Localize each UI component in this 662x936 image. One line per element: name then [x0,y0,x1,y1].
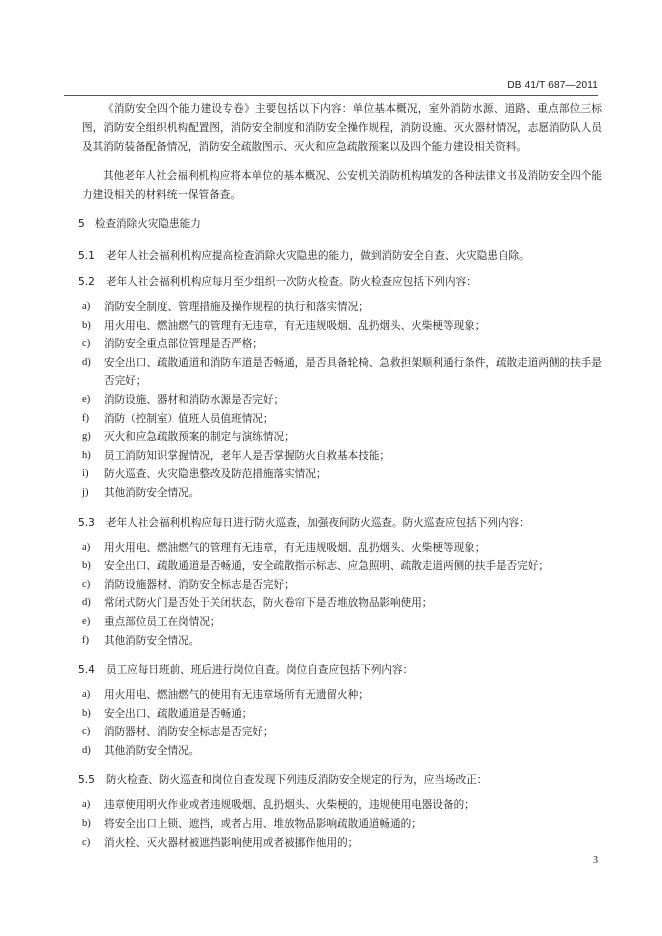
list-item [82,834,602,853]
list-item-text: 安全出口、疏散通道是否畅通； [104,707,253,720]
list-item-marker: b) [82,818,91,830]
list-item-text: 将安全出口上锁、遮挡，或者占用、堆放物品影响疏散通道畅通的； [104,818,422,831]
list-item [82,428,602,447]
list-item-text: 消防器材、消防安全标志是否完好； [104,726,274,739]
clause-text: 员工应每日班前、班后进行岗位自查。岗位自查应包括下列内容： [106,664,414,677]
list-item [82,796,602,815]
list-item [82,557,602,576]
clause [78,272,602,292]
list-item-marker: a) [82,689,91,701]
list-item [82,484,602,503]
list-item-text: 重点部位员工在岗情况； [104,615,221,628]
list-item-marker: e) [82,393,91,405]
list-item-marker: d) [82,597,91,609]
list-item-text: 其他消防安全情况。 [104,634,200,647]
clause [78,660,602,680]
list-item [82,594,602,613]
clause-number: 5.2 [78,276,95,288]
clause [78,770,602,790]
document-body [78,100,602,862]
list-item-text: 常闭式防火门是否处于关闭状态，防火卷帘下是否堆放物品影响使用； [104,597,433,610]
clause-number: 5.4 [78,664,95,677]
list-item-marker: g) [82,431,91,443]
list-item-marker: d) [82,356,91,368]
list-item-marker: d) [82,744,91,756]
paragraph: 其他老年人社会福利机构应将本单位的基本概况、公安机关消防机构填发的各种法律文书及消防安全四个能力建设相关的材料统一保管备查。 [82,170,602,201]
clause-text: 老年人社会福利机构应提高检查消除火灾隐患的能力，做到消防安全自查、火灾隐患自除。 [106,250,530,262]
list-item-marker: b) [82,560,91,572]
list-item [82,447,602,466]
list-item-text: 违章使用明火作业或者违规吸烟、乱扔烟头、火柴梗的，违规使用电器设备的； [104,799,475,812]
list-item-text: 员工消防知识掌握情况，老年人是否掌握防火自救基本技能； [104,449,391,462]
list-item [82,613,602,632]
list-item-text: 用火用电、燃油燃气的管理有无违章，有无违规吸烟、乱扔烟头、火柴梗等现象； [104,541,486,554]
list-item [82,705,602,724]
list-item-text: 消防安全制度、管理措施及操作规程的执行和落实情况； [104,301,369,313]
clause-text: 老年人社会福利机构应每月至少组织一次防火检查。防火检查应包括下列内容： [106,276,477,288]
list-item-marker: a) [82,799,91,811]
header-rule [64,95,598,96]
list-item [82,465,602,484]
list-item-text: 用火用电、燃油燃气的管理有无违章，有无违规吸烟、乱扔烟头、火柴梗等现象； [104,319,486,332]
list-item [82,335,602,354]
list-item-text: 防火巡查、火灾隐患整改及防范措施落实情况； [104,468,327,481]
list-item-text: 消防设施、器材和消防水源是否完好； [104,393,285,406]
clause-number: 5.5 [78,774,95,787]
list-item-text: 消火栓、灭火器材被遮挡影响使用或者被挪作他用的； [104,836,359,849]
list-item-text: 灭火和应急疏散预案的制定与演练情况； [104,431,295,444]
list-item [82,576,602,595]
list-item [82,410,602,429]
list-item-marker: b) [82,707,91,719]
list-item [82,742,602,761]
list-item-text: 安全出口、疏散通道是否畅通，安全疏散指示标志、应急照明、疏散走道两侧的扶手是否完好； [104,560,549,573]
item-list [82,298,602,503]
section-heading [78,215,602,234]
list-item-marker: c) [82,836,91,848]
list-item-marker: e) [82,615,91,627]
list-item-marker: c) [82,338,91,350]
clause [78,513,602,533]
list-item-text: 安全出口、疏散通道和消防车道是否畅通，是否具备轮椅、急救担架顺利通行条件，疏散走道两侧的扶手是否完好； [104,356,602,388]
list-item-marker: c) [82,578,91,590]
list-item-marker: h) [82,449,91,461]
list-item [82,539,602,558]
clause-number: 5.1 [78,250,95,262]
clause-list [78,246,602,852]
list-item-text: 消防设施器材、消防安全标志是否完好； [104,578,295,591]
list-item-text: 用火用电、燃油燃气的使用有无违章场所有无遗留火种； [104,689,369,702]
clause-number: 5.3 [78,516,95,529]
section-number: 5 [78,218,85,230]
list-item-marker: j) [82,486,89,498]
clause-text: 老年人社会福利机构应每日进行防火巡查，加强夜间防火巡查。防火巡查应包括下列内容： [106,516,530,529]
list-item-marker: a) [82,301,91,312]
list-item [82,354,602,391]
list-item-marker: i) [82,468,89,480]
item-list [82,539,602,651]
list-item [82,298,602,317]
list-item [82,391,602,410]
list-item-text: 消防安全重点部位管理是否严格； [104,338,263,351]
list-item [82,723,602,742]
list-item [82,317,602,336]
list-item [82,632,602,651]
paragraph: 《消防安全四个能力建设专卷》主要包括以下内容：单位基本概况，室外消防水源、道路、重点部位三标图，消防安全组织机构配置图，消防安全制度和消防安全操作规程，消防设施、灭火器材情况，志愿消防队人员及其消防装备配备情况，消防安全疏散图示、灭火和应急疏散预案以及四个能力建设相关资料。 [82,103,602,153]
section-title: 检查消除火灾隐患能力 [94,218,201,230]
list-item-text: 消防（控制室）值班人员值班情况； [104,412,274,425]
list-item [82,686,602,705]
list-item-text: 其他消防安全情况。 [104,486,200,499]
item-list [82,686,602,760]
clause-text: 防火检查、防火巡查和岗位自查发现下列违反消防安全规定的行为，应当场改正： [106,774,488,787]
clause [78,246,602,266]
list-item-marker: a) [82,541,91,553]
list-item-marker: f) [82,634,90,646]
list-item-marker: c) [82,726,91,738]
list-item-text: 其他消防安全情况。 [104,744,200,757]
page-number: 3 [593,855,598,866]
list-item-marker: f) [82,412,90,424]
item-list [82,796,602,852]
list-item [82,815,602,834]
document-code: DB 41/T 687—2011 [507,80,598,91]
list-item-marker: b) [82,319,91,331]
